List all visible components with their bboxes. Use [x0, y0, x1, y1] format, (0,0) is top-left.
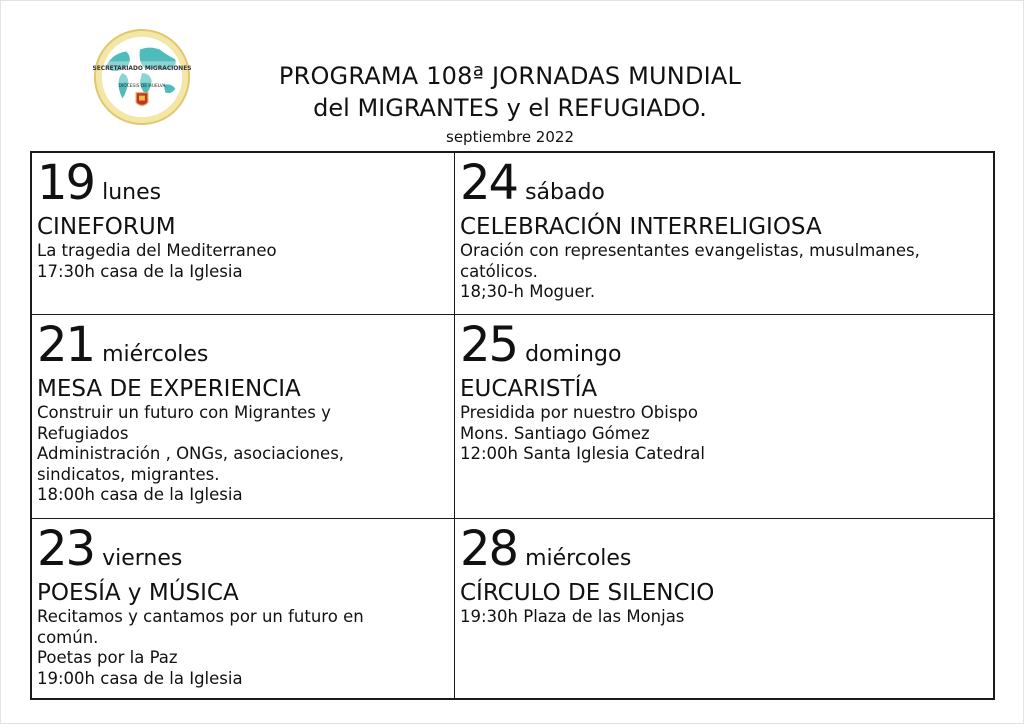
event-title: EUCARISTÍA: [460, 376, 598, 402]
event-detail: 18;30-h Moguer.: [460, 282, 596, 301]
event-weekday: miércoles: [525, 546, 632, 571]
event-weekday: domingo: [525, 342, 622, 367]
schedule-grid: [30, 151, 995, 700]
event-title: CÍRCULO DE SILENCIO: [460, 580, 715, 606]
event-detail: Refugiados: [37, 423, 129, 443]
logo-text-bottom: DIÓCESIS DE HUELVA: [118, 83, 166, 89]
event-cell: [455, 315, 993, 519]
event-detail: Construir un futuro con Migrantes y: [37, 403, 331, 422]
event-weekday: miércoles: [102, 342, 209, 367]
event-detail: 19:30h Plaza de las Monjas: [460, 607, 685, 626]
event-detail: 12:00h Santa Iglesia Catedral: [460, 444, 705, 463]
event-cell: [32, 153, 455, 315]
program-date: septiembre 2022: [446, 128, 574, 146]
event-detail: Recitamos y cantamos por un futuro en: [37, 607, 364, 626]
event-day: 25: [460, 317, 518, 373]
event-weekday: viernes: [102, 546, 183, 571]
event-detail: común.: [37, 627, 99, 647]
event-cell: [455, 519, 993, 698]
event-detail: 17:30h casa de la Iglesia: [37, 261, 243, 281]
event-day: 21: [37, 317, 95, 373]
event-cell: [32, 315, 455, 519]
event-day: 28: [460, 521, 518, 577]
event-detail: sindicatos, migrantes.: [37, 464, 220, 484]
event-detail: 19:00h casa de la Iglesia: [37, 668, 243, 688]
event-cell: [32, 519, 455, 698]
event-detail: Presidida por nuestro Obispo: [460, 403, 699, 422]
event-day: 23: [37, 521, 95, 577]
event-day: 19: [37, 155, 95, 211]
event-weekday: lunes: [102, 180, 162, 205]
event-day: 24: [460, 155, 518, 211]
event-detail: Poetas por la Paz: [37, 648, 178, 667]
event-title: CINEFORUM: [37, 214, 176, 240]
event-weekday: sábado: [525, 180, 605, 205]
event-cell: [455, 153, 993, 315]
program-title-line2: del MIGRANTES y el REFUGIADO.: [313, 94, 707, 122]
event-detail: Oración con representantes evangelistas, musulmanes,: [460, 241, 920, 260]
event-detail: 18:00h casa de la Iglesia: [37, 485, 243, 504]
event-title: POESÍA y MÚSICA: [37, 580, 239, 606]
event-title: MESA DE EXPERIENCIA: [37, 376, 301, 402]
program-title: PROGRAMA 108ª JORNADAS MUNDIAL: [278, 62, 742, 90]
logo-text-top: SECRETARIADO MIGRACIONES: [93, 66, 191, 73]
event-detail: Mons. Santiago Gómez: [460, 423, 650, 443]
coat-of-arms-icon: [136, 93, 148, 106]
event-title: CELEBRACIÓN INTERRELIGIOSA: [460, 214, 822, 240]
event-detail: Administración , ONGs, asociaciones,: [37, 444, 345, 463]
event-detail: católicos.: [460, 261, 538, 281]
event-detail: La tragedia del Mediterraneo: [37, 241, 277, 260]
diocese-migration-logo: [93, 28, 191, 126]
